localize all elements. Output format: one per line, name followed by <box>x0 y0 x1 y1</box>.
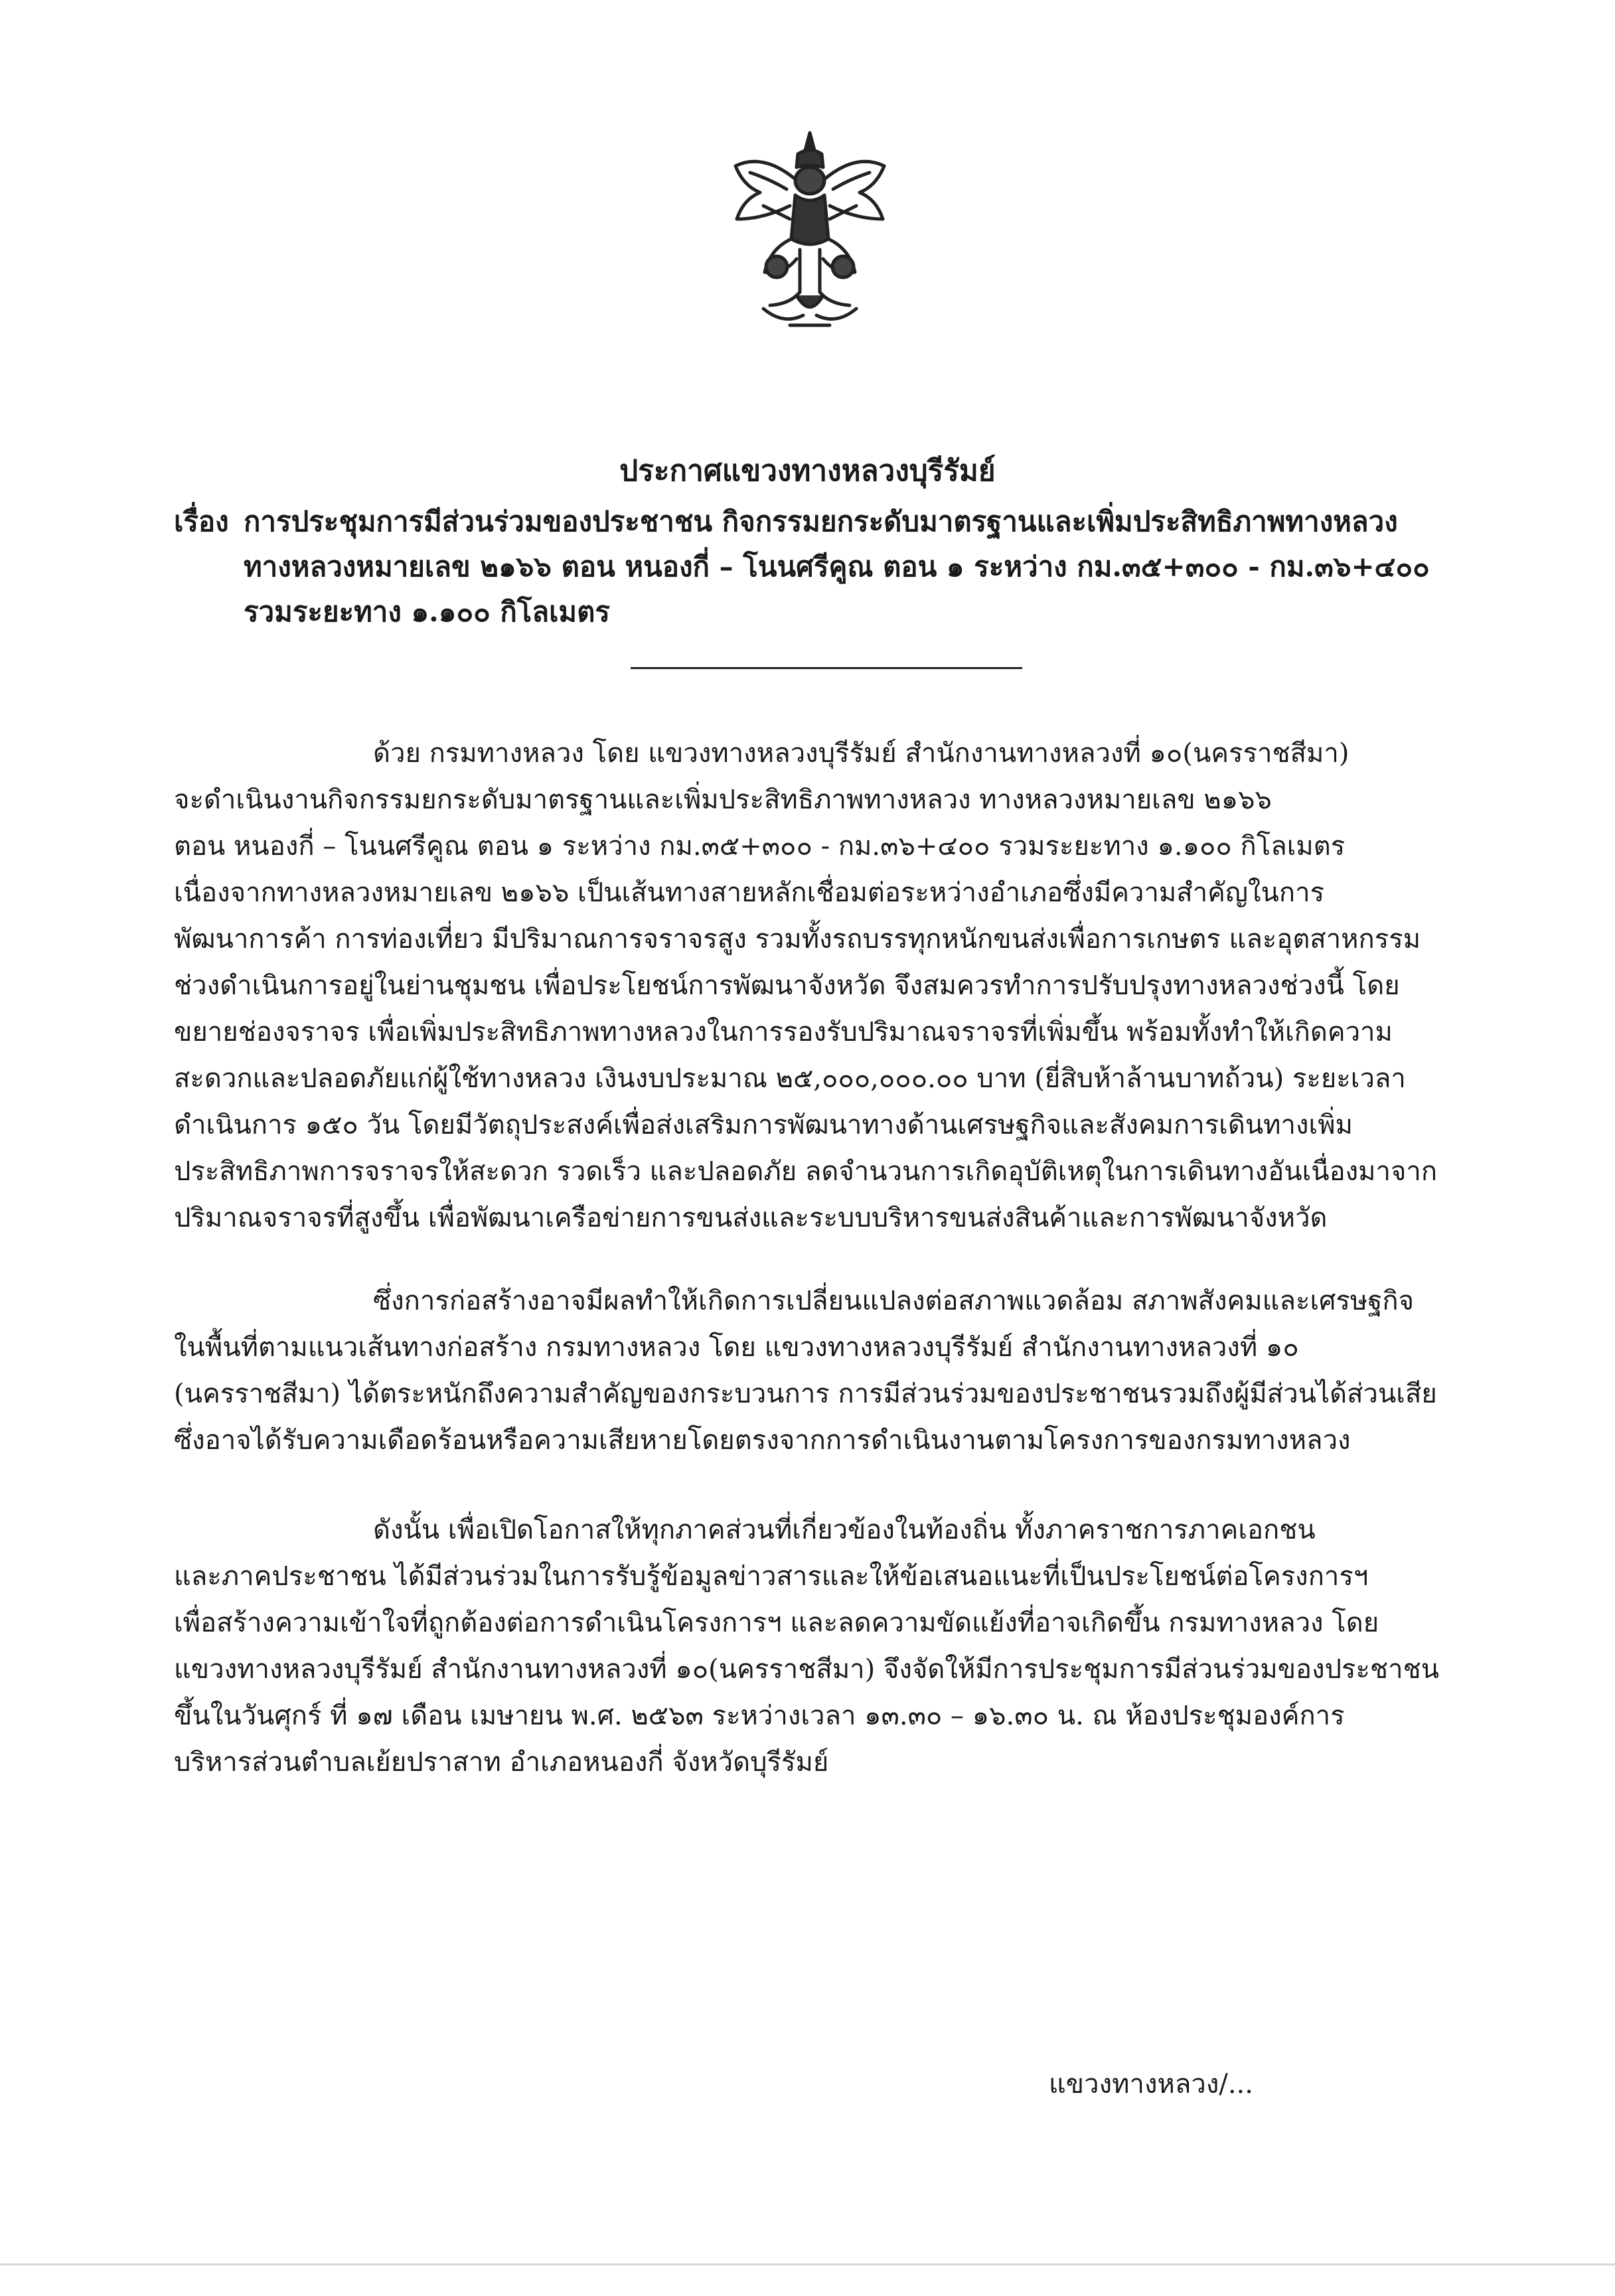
text-line: ประสิทธิภาพการจราจรให้สะดวก รวดเร็ว และปลอดภัย ลดจำนวนการเกิดอุบัติเหตุในการเดินทางอันเนื่องมาจาก <box>174 1156 1438 1187</box>
text-line: ตอน หนองกี่ – โนนศรีคูณ ตอน ๑ ระหว่าง กม.๓๕+๓๐๐ - กม.๓๖+๔๐๐ รวมระยะทาง ๑.๑๐๐ กิโลเมตร <box>174 831 1346 862</box>
text-line: เพื่อสร้างความเข้าใจที่ถูกต้องต่อการดำเนินโครงการฯ และลดความขัดแย้งที่อาจเกิดขึ้น กรมทางหลวง โดย <box>174 1608 1379 1638</box>
subject-text: การประชุมการมีส่วนร่วมของประชาชน กิจกรรมยกระดับมาตรฐานและเพิ่มประสิทธิภาพทางหลวง <box>244 505 1398 538</box>
text-line: ด้วย กรมทางหลวง โดย แขวงทางหลวงบุรีรัมย์ สำนักงานทางหลวงที่ ๑๐(นครราชสีมา) <box>373 738 1349 769</box>
text-line: ดังนั้น เพื่อเปิดโอกาสให้ทุกภาคส่วนที่เกี่ยวข้องในท้องถิ่น ทั้งภาคราชการภาคเอกชน <box>373 1515 1316 1545</box>
text-line: และภาคประชาชน ได้มีส่วนร่วมในการรับรู้ข้อมูลข่าวสารและให้ข้อเสนอแนะที่เป็นประโยชน์ต่อโครงการฯ <box>174 1561 1369 1592</box>
scan-edge-line <box>0 2263 1615 2265</box>
text-line: ในพื้นที่ตามแนวเส้นทางก่อสร้าง กรมทางหลวง โดย แขวงทางหลวงบุรีรัมย์ สำนักงานทางหลวงที่ ๑๐ <box>174 1332 1299 1363</box>
subject-line: รวมระยะทาง ๑.๑๐๐ กิโลเมตร <box>244 595 610 628</box>
text-line: ปริมาณจราจรที่สูงขึ้น เพื่อพัฒนาเครือข่ายการขนส่งและระบบบริหารขนส่งสินค้าและการพัฒนาจังหวัด <box>174 1203 1328 1233</box>
subject-label: เรื่อง <box>174 505 229 538</box>
text-line: แขวงทางหลวงบุรีรัมย์ สำนักงานทางหลวงที่ ๑๐(นครราชสีมา) จึงจัดให้มีการประชุมการมีส่วนร่วมของประชาชน <box>174 1654 1440 1685</box>
subject-line <box>174 499 1475 544</box>
paragraph-2 <box>174 1278 1435 1464</box>
text-line: (นครราชสีมา) ได้ตระหนักถึงความสำคัญของกระบวนการ การมีส่วนร่วมของประชาชนรวมถึงผู้มีส่วนได้ส่วนเสีย <box>174 1379 1437 1409</box>
text-line: ขึ้นในวันศุกร์ ที่ ๑๗ เดือน เมษายน พ.ศ. ๒๕๖๓ ระหว่างเวลา ๑๓.๓๐ – ๑๖.๓๐ น. ณ ห้องประชุมองค์การ <box>174 1701 1345 1731</box>
text-line: จะดำเนินงานกิจกรรมยกระดับมาตรฐานและเพิ่มประสิทธิภาพทางหลวง ทางหลวงหมายเลข ๒๑๖๖ <box>174 785 1272 815</box>
text-line: ซึ่งการก่อสร้างอาจมีผลทำให้เกิดการเปลี่ยนแปลงต่อสภาพแวดล้อม สภาพสังคมและเศรษฐกิจ <box>373 1286 1415 1316</box>
text-line: บริหารส่วนตำบลเย้ยปราสาท อำเภอหนองกี่ จังหวัดบุรีรัมย์ <box>174 1747 829 1778</box>
continuation-note: แขวงทางหลวง/... <box>1049 2069 1253 2100</box>
paragraph-1 <box>174 730 1438 1241</box>
text-line: สะดวกและปลอดภัยแก่ผู้ใช้ทางหลวง เงินงบประมาณ ๒๕,๐๐๐,๐๐๐.๐๐ บาท (ยี่สิบห้าล้านบาทถ้วน) ระยะเวลา <box>174 1063 1406 1094</box>
text-line: ดำเนินการ ๑๕๐ วัน โดยมีวัตถุประสงค์เพื่อส่งเสริมการพัฒนาทางด้านเศรษฐกิจและสังคมการเดินทางเพิ่ม <box>174 1110 1353 1140</box>
subject-block <box>174 499 1475 635</box>
text-line: พัฒนาการค้า การท่องเที่ยว มีปริมาณการจราจรสูง รวมทั้งรถบรรทุกหนักขนส่งเพื่อการเกษตร และอุตสาหกรรม <box>174 924 1421 955</box>
text-line: ขยายช่องจราจร เพื่อเพิ่มประสิทธิภาพทางหลวงในการรองรับปริมาณจราจรที่เพิ่มขึ้น พร้อมทั้งทำให้เกิดความ <box>174 1017 1393 1047</box>
subject-line: ทางหลวงหมายเลข ๒๑๖๖ ตอน หนองกี่ – โนนศรีคูณ ตอน ๑ ระหว่าง กม.๓๕+๓๐๐ - กม.๓๖+๔๐๐ <box>244 550 1430 583</box>
garuda-emblem-icon <box>724 126 896 345</box>
text-line: เนื่องจากทางหลวงหมายเลข ๒๑๖๖ เป็นเส้นทางสายหลักเชื่อมต่อระหว่างอำเภอซึ่งมีความสำคัญในการ <box>174 878 1325 908</box>
paragraph-3 <box>174 1507 1440 1786</box>
divider-line <box>631 667 1022 669</box>
announcement-title: ประกาศแขวงทางหลวงบุรีรัมย์ <box>619 454 996 488</box>
text-line: ช่วงดำเนินการอยู่ในย่านชุมชน เพื่อประโยชน์การพัฒนาจังหวัด จึงสมควรทำการปรับปรุงทางหลวงช่วงนี้ โดย <box>174 970 1400 1001</box>
text-line: ซึ่งอาจได้รับความเดือดร้อนหรือความเสียหายโดยตรงจากการดำเนินงานตามโครงการของกรมทางหลวง <box>174 1425 1351 1456</box>
